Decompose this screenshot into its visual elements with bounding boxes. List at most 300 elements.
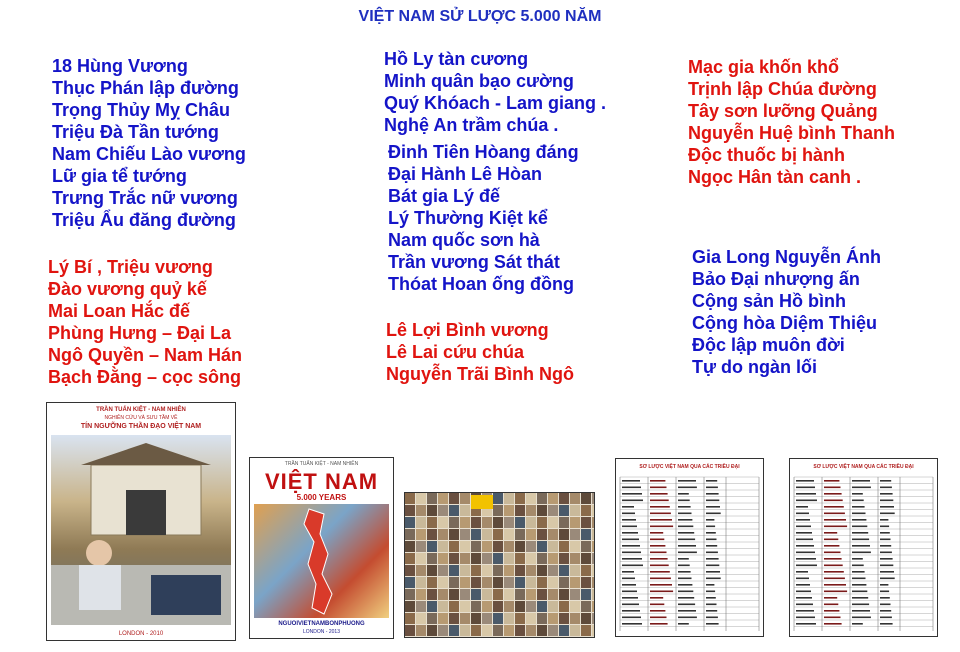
collage-photo-cell [493, 553, 503, 564]
table-cell-text-placeholder [880, 617, 892, 619]
collage-photo-cell [526, 589, 536, 600]
table-cell-text-placeholder [678, 545, 696, 547]
table-cell-text-placeholder [622, 597, 638, 599]
collage-photo-cell [405, 529, 415, 540]
collage-photo-cell [493, 601, 503, 612]
collage-photo-cell [482, 577, 492, 588]
collage-photo-cell [471, 601, 481, 612]
poem-col1-red [48, 256, 242, 388]
collage-photo-cell [460, 505, 470, 516]
table-cell-text-placeholder [706, 591, 715, 593]
poem-line: Lê Lai cứu chúa [386, 342, 525, 362]
flag-icon [471, 495, 493, 509]
table-cell-text-placeholder [824, 539, 838, 541]
table-cell-text-placeholder [824, 604, 838, 606]
collage-photo-cell [592, 493, 594, 504]
poem-col2-blue-a [384, 48, 606, 136]
table-cell-text-placeholder [650, 500, 669, 502]
collage-photo-cell [548, 541, 558, 552]
table-cell-text-placeholder [706, 513, 721, 515]
table-cell-text-placeholder [852, 526, 867, 528]
cover-photo [51, 435, 231, 625]
collage-photo-cell [405, 505, 415, 516]
collage-photo-cell [548, 565, 558, 576]
collage-photo-cell [559, 613, 569, 624]
collage-photo-cell [471, 517, 481, 528]
table-cell-text-placeholder [706, 519, 714, 521]
collage-photo-cell [548, 613, 558, 624]
collage-photo-cell [405, 601, 415, 612]
collage-photo-cell [537, 505, 547, 516]
table-cell-text-placeholder [622, 532, 638, 534]
collage-photo-cell [570, 577, 580, 588]
collage-photo-cell [471, 565, 481, 576]
poem-line: Lê Lợi Bình vương [386, 320, 549, 340]
collage-photo-cell [537, 565, 547, 576]
collage-photo-cell [504, 613, 514, 624]
collage-photo-cell [460, 613, 470, 624]
table-cell-text-placeholder [706, 506, 720, 508]
table-cell-text-placeholder [678, 519, 692, 521]
book-cover-vietnam-5000[interactable] [249, 457, 394, 639]
collage-photo-cell [449, 553, 459, 564]
table-cell-text-placeholder [880, 545, 891, 547]
collage-photo-cell [537, 517, 547, 528]
poem-col2-red [386, 319, 574, 385]
table-cell-text-placeholder [796, 519, 810, 521]
poem-line: Đại Hành Lê Hòan [388, 164, 543, 184]
collage-photo-cell [427, 517, 437, 528]
collage-photo-cell [416, 505, 426, 516]
collage-photo-cell [570, 601, 580, 612]
table-cell-text-placeholder [650, 480, 665, 482]
poem-line: Nam Chiếu Lào vương [52, 144, 246, 164]
table-cell-text-placeholder [824, 578, 845, 580]
collage-photo-cell [405, 541, 415, 552]
table-cell-text-placeholder [622, 558, 642, 560]
collage-photo-cell [438, 565, 448, 576]
table-cell-text-placeholder [622, 604, 639, 606]
book-cover-than-dao[interactable] [46, 402, 236, 641]
collage-photo-cell [515, 577, 525, 588]
table-cell-text-placeholder [706, 539, 717, 541]
collage-photo-cell [460, 493, 470, 504]
table-cell-text-placeholder [852, 565, 864, 567]
collage-photo-cell [416, 541, 426, 552]
poem-line: Mai Loan Hắc đế [48, 301, 191, 321]
poem-line: Trần vương Sát thát [388, 252, 560, 272]
table-cell-text-placeholder [622, 584, 636, 586]
table-cell-text-placeholder [796, 604, 813, 606]
collage-photo-cell [493, 565, 503, 576]
table-cell-text-placeholder [622, 526, 637, 528]
collage-photo-cell [438, 493, 448, 504]
table-cell-text-placeholder [650, 565, 669, 567]
collage-photo-cell [438, 613, 448, 624]
table-cell-text-placeholder [650, 506, 670, 508]
collage-photo-cell [427, 601, 437, 612]
poem-line: Nguyễn Trãi Bình Ngô [386, 364, 575, 384]
table-cell-text-placeholder [880, 552, 892, 554]
table-cell-text-placeholder [852, 500, 864, 502]
poem-col1-blue [52, 55, 246, 231]
table-cell-text-placeholder [852, 617, 871, 619]
collage-photo-cell [504, 493, 514, 504]
table-cell-text-placeholder [796, 506, 808, 508]
table-cell-text-placeholder [706, 623, 719, 625]
table-cell-text-placeholder [796, 591, 811, 593]
collage-photo-cell [460, 577, 470, 588]
poem-line: Triệu Đà Tần tướng [52, 122, 219, 142]
table-cell-text-placeholder [852, 545, 870, 547]
collage-photo-cell [592, 541, 594, 552]
collage-photo-cell [438, 505, 448, 516]
collage-photo-cell [570, 565, 580, 576]
table-cell-text-placeholder [880, 532, 890, 534]
collage-photo-cell [427, 613, 437, 624]
poem-line: Hồ Ly tàn cương [384, 49, 529, 69]
table-cell-text-placeholder [622, 513, 635, 515]
poem-line: Tây sơn lưỡng Quảng [688, 101, 878, 121]
table-cell-text-placeholder [824, 519, 846, 521]
table-cell-text-placeholder [796, 623, 816, 625]
table-cell-text-placeholder [852, 519, 866, 521]
poem-line: Cộng sản Hồ bình [692, 291, 846, 311]
table-cell-text-placeholder [678, 591, 693, 593]
table-cell-text-placeholder [650, 578, 671, 580]
collage-photo-cell [493, 541, 503, 552]
collage-photo-cell [482, 529, 492, 540]
collage-photo-cell [581, 601, 591, 612]
collage-photo-cell [460, 529, 470, 540]
cover-title: TÍN NGƯỠNG THẦN ĐẠO VIỆT NAM [80, 423, 202, 430]
poem-line: Phùng Hưng – Đại La [48, 323, 232, 343]
collage-photo-cell [438, 601, 448, 612]
collage-photo-cell [526, 577, 536, 588]
collage-photo-cell [559, 493, 569, 504]
collage-photo-cell [559, 601, 569, 612]
collage-photo-cell [592, 553, 594, 564]
collage-photo-cell [471, 613, 481, 624]
collage-photo-cell [460, 625, 470, 636]
table-cell-text-placeholder [852, 480, 870, 482]
collage-photo-cell [427, 553, 437, 564]
collage-photo-cell [405, 517, 415, 528]
poem-line: Độc thuốc bị hành [688, 145, 845, 165]
collage-photo-cell [526, 505, 536, 516]
table-cell-text-placeholder [852, 591, 867, 593]
collage-photo-cell [504, 553, 514, 564]
vietnam-map-illustration [254, 504, 389, 618]
table-cell-text-placeholder [678, 558, 689, 560]
table-cell-text-placeholder [824, 532, 837, 534]
table-cell-text-placeholder [678, 617, 697, 619]
table-cell-text-placeholder [852, 597, 868, 599]
collage-photo-cell [471, 553, 481, 564]
table-cell-text-placeholder [678, 604, 695, 606]
table-cell-text-placeholder [796, 513, 809, 515]
table-cell-text-placeholder [650, 571, 670, 573]
collage-photo-cell [581, 529, 591, 540]
poem-line: Lữ gia tể tướng [52, 166, 187, 186]
poem-line: Đinh Tiên Hòang đáng [388, 142, 579, 162]
table-cell-text-placeholder [622, 487, 641, 489]
collage-photo-cell [592, 601, 594, 612]
collage-photo-cell [548, 517, 558, 528]
table-cell-text-placeholder [852, 487, 871, 489]
table-cell-text-placeholder [706, 604, 717, 606]
collage-photo-cell [581, 577, 591, 588]
table-cell-text-placeholder [880, 487, 892, 489]
collage-photo-cell [449, 613, 459, 624]
collage-photo-cell [449, 589, 459, 600]
cover-map-collage [254, 504, 389, 618]
collage-photo-cell [526, 613, 536, 624]
table-cell-text-placeholder [824, 513, 845, 515]
collage-photo-cell [592, 625, 594, 636]
collage-photo-cell [438, 529, 448, 540]
collage-photo-cell [460, 517, 470, 528]
collage-photo-cell [482, 625, 492, 636]
poem-line: Thóat Hoan ống đồng [388, 274, 574, 294]
collage-photo-cell [548, 577, 558, 588]
collage-photo-cell [548, 529, 558, 540]
collage-photo-cell [537, 553, 547, 564]
collage-photo-cell [504, 541, 514, 552]
collage-photo-cell [427, 541, 437, 552]
collage-photo-cell [482, 553, 492, 564]
table-cell-text-placeholder [824, 584, 846, 586]
table-cell-text-placeholder [796, 532, 812, 534]
table-cell-text-placeholder [880, 571, 894, 573]
table-cell-text-placeholder [796, 493, 816, 495]
table-cell-text-placeholder [678, 500, 690, 502]
poem-line: Ngọc Hân tàn canh . [688, 167, 862, 187]
table-cell-text-placeholder [824, 545, 839, 547]
table-cell-text-placeholder [706, 532, 716, 534]
table-cell-text-placeholder [880, 480, 891, 482]
table-cell-text-placeholder [650, 513, 671, 515]
collage-photo-cell [471, 529, 481, 540]
table-cell-text-placeholder [706, 558, 719, 560]
table-cell-text-placeholder [880, 519, 888, 521]
collage-photo-cell [493, 517, 503, 528]
table-cell-text-placeholder [622, 571, 634, 573]
table-heading: SƠ LƯỢC VIỆT NAM QUA CÁC TRIỀU ĐẠI [813, 464, 914, 470]
poem-col2-blue-b [388, 141, 579, 295]
table-cell-text-placeholder [796, 487, 815, 489]
table-cell-text-placeholder [622, 506, 634, 508]
collage-photo-cell [570, 493, 580, 504]
collage-photo-cell [449, 493, 459, 504]
collage-photo-cell [559, 505, 569, 516]
table-cell-text-placeholder [824, 487, 841, 489]
cover-footer-place: LONDON - 2013 [303, 629, 340, 635]
table-cell-text-placeholder [796, 500, 817, 502]
collage-photo-cell [493, 529, 503, 540]
collage-photo-cell [526, 541, 536, 552]
poem-line: Ngô Quyền – Nam Hán [48, 345, 243, 365]
collage-photo-cell [570, 517, 580, 528]
collage-photo-cell [449, 565, 459, 576]
collage-photo-cell [449, 577, 459, 588]
table-cell-text-placeholder [678, 539, 695, 541]
collage-photo-cell [570, 589, 580, 600]
table-heading: SƠ LƯỢC VIỆT NAM QUA CÁC TRIỀU ĐẠI [639, 464, 740, 470]
table-cell-text-placeholder [852, 532, 868, 534]
collage-photo-cell [570, 625, 580, 636]
table-cell-text-placeholder [706, 584, 714, 586]
collage-photo-cell [405, 553, 415, 564]
table-cell-text-placeholder [678, 506, 691, 508]
collage-photo-cell [592, 529, 594, 540]
table-cell-text-placeholder [678, 565, 690, 567]
collage-photo-cell [526, 493, 536, 504]
collage-photo-cell [559, 553, 569, 564]
collage-photo-cell [537, 625, 547, 636]
collage-photo-cell [526, 529, 536, 540]
table-cell-text-placeholder [706, 578, 721, 580]
poem-line: Đào vương quỷ kế [48, 279, 207, 299]
table-cell-text-placeholder [880, 623, 893, 625]
table-cell-text-placeholder [796, 558, 816, 560]
collage-photo-cell [405, 625, 415, 636]
table-cell-text-placeholder [880, 578, 895, 580]
collage-photo-cell [581, 541, 591, 552]
table-cell-text-placeholder [796, 539, 813, 541]
collage-photo-cell [515, 493, 525, 504]
poem-line: Gia Long Nguyễn Ánh [692, 247, 881, 267]
table-cell-text-placeholder [824, 617, 841, 619]
poem-line: 18 Hùng Vương [52, 56, 188, 76]
cover-footer-site: NGUOIVIETNAMBONPHUONG [278, 621, 365, 627]
collage-photo-cell [559, 577, 569, 588]
table-cell-text-placeholder [824, 597, 837, 599]
table-cell-text-placeholder [622, 623, 642, 625]
table-cell-text-placeholder [824, 500, 843, 502]
table-cell-text-placeholder [678, 493, 689, 495]
table-cell-text-placeholder [706, 617, 718, 619]
collage-photo-cell [416, 577, 426, 588]
collage-photo-cell [570, 541, 580, 552]
table-cell-text-placeholder [824, 610, 839, 612]
collage-photo-cell [460, 601, 470, 612]
collage-photo-cell [515, 505, 525, 516]
cover-title: VIỆT NAM [264, 469, 379, 494]
table-cell-text-placeholder [650, 623, 668, 625]
collage-photo-cell [570, 505, 580, 516]
collage-photo-cell [493, 625, 503, 636]
table-cell-text-placeholder [824, 571, 844, 573]
collage-photo-cell [559, 565, 569, 576]
photo-collage[interactable] [404, 492, 595, 638]
collage-photo-cell [515, 601, 525, 612]
collage-photo-cell [405, 589, 415, 600]
table-cell-text-placeholder [650, 610, 665, 612]
table-cell-text-placeholder [622, 578, 635, 580]
collage-photo-cell [405, 493, 415, 504]
table-cell-text-placeholder [852, 513, 866, 515]
table-cell-text-placeholder [678, 597, 694, 599]
table-cell-text-placeholder [796, 597, 812, 599]
collage-photo-cell [581, 553, 591, 564]
table-cell-text-placeholder [852, 539, 869, 541]
collage-photo-cell [592, 565, 594, 576]
table-cell-text-placeholder [796, 610, 814, 612]
collage-photo-cell [581, 505, 591, 516]
collage-photo-cell [427, 565, 437, 576]
table-cell-text-placeholder [678, 513, 692, 515]
collage-photo-cell [405, 613, 415, 624]
collage-photo-cell [482, 541, 492, 552]
collage-photo-cell [581, 589, 591, 600]
collage-photo-cell [405, 577, 415, 588]
poem-line: Lý Bí , Triệu vương [48, 257, 213, 277]
table-cell-text-placeholder [678, 623, 689, 625]
collage-photo-cell [548, 553, 558, 564]
table-cell-text-placeholder [622, 610, 640, 612]
collage-photo-cell [449, 601, 459, 612]
table-cell-text-placeholder [824, 552, 841, 554]
table-cell-text-placeholder [796, 617, 815, 619]
table-cell-text-placeholder [706, 571, 720, 573]
table-cell-text-placeholder [880, 604, 891, 606]
collage-photo-cell [416, 493, 426, 504]
table-cell-text-placeholder [852, 558, 863, 560]
table-cell-text-placeholder [824, 506, 844, 508]
table-cell-text-placeholder [622, 500, 643, 502]
collage-photo-cell [570, 553, 580, 564]
table-cell-text-placeholder [650, 591, 673, 593]
dynasty-table-2[interactable] [789, 458, 938, 637]
collage-photo-cell [460, 565, 470, 576]
table-cell-text-placeholder [796, 552, 815, 554]
collage-photo-cell [427, 493, 437, 504]
table-cell-text-placeholder [852, 610, 870, 612]
collage-grid-illustration [405, 493, 594, 637]
table-cell-text-placeholder [824, 591, 847, 593]
table-cell-text-placeholder [622, 519, 636, 521]
collage-photo-cell [537, 589, 547, 600]
collage-photo-cell [526, 553, 536, 564]
collage-photo-cell [548, 601, 558, 612]
poem-col3-red [688, 56, 895, 188]
table-cell-text-placeholder [824, 623, 842, 625]
collage-photo-cell [449, 505, 459, 516]
poem-line: Trịnh lập Chúa đường [688, 79, 877, 99]
table-cell-text-placeholder [678, 578, 692, 580]
collage-photo-cell [515, 517, 525, 528]
collage-photo-cell [526, 625, 536, 636]
poem-line: Nguyễn Huệ bình Thanh [688, 123, 895, 143]
table-cell-text-placeholder [678, 571, 691, 573]
table-cell-text-placeholder [706, 487, 718, 489]
collage-photo-cell [438, 517, 448, 528]
collage-photo-cell [438, 589, 448, 600]
collage-photo-cell [405, 565, 415, 576]
collage-photo-cell [427, 625, 437, 636]
poem-line: Bát gia Lý đế [388, 186, 501, 206]
table-cell-text-placeholder [622, 480, 640, 482]
table-cell-text-placeholder [880, 597, 890, 599]
table-cell-text-placeholder [852, 493, 863, 495]
table-cell-text-placeholder [880, 526, 889, 528]
collage-photo-cell [493, 613, 503, 624]
dynasty-table-1[interactable] [615, 458, 764, 637]
table-cell-text-placeholder [650, 487, 667, 489]
table-cell-text-placeholder [706, 545, 717, 547]
table-cell-text-placeholder [852, 571, 865, 573]
